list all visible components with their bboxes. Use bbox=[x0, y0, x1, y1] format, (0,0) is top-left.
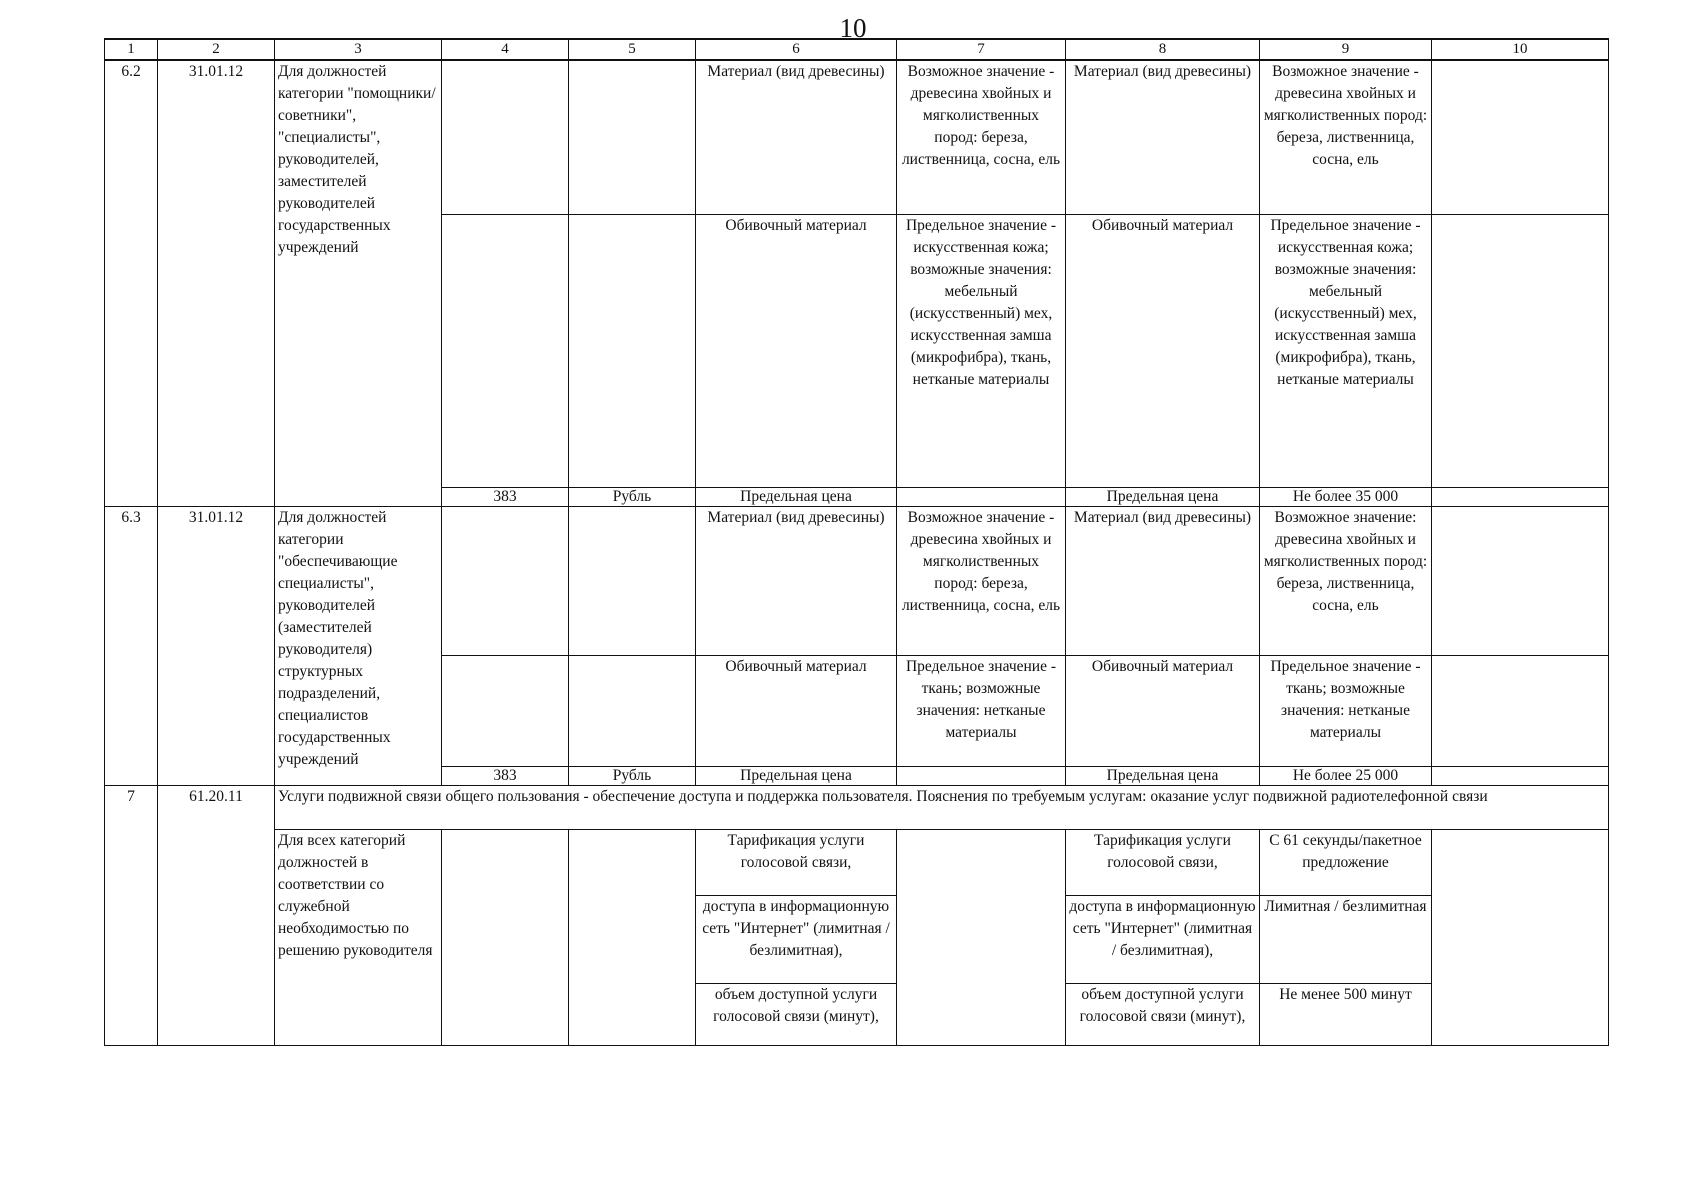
empty-cell bbox=[569, 60, 696, 214]
header-cell: 2 bbox=[158, 39, 275, 60]
empty-cell bbox=[897, 766, 1066, 785]
empty-cell bbox=[897, 487, 1066, 506]
characteristic-name: Материал (вид древесины) bbox=[1066, 506, 1260, 655]
characteristic-name: Материал (вид древесины) bbox=[696, 506, 897, 655]
empty-cell bbox=[442, 60, 569, 214]
row-number: 6.2 bbox=[105, 60, 158, 506]
characteristic-name: Материал (вид древесины) bbox=[1066, 60, 1260, 214]
characteristic-value: Возможное значение - древесина хвойных и мягколиственных пород: береза, лиственница, сосна, ель bbox=[897, 60, 1066, 214]
header-cell: 8 bbox=[1066, 39, 1260, 60]
header-cell: 6 bbox=[696, 39, 897, 60]
empty-cell bbox=[442, 506, 569, 655]
position-category: Для всех категорий должностей в соответствии со служебной необходимостью по решению руководителя bbox=[275, 829, 442, 1045]
header-cell: 3 bbox=[275, 39, 442, 60]
empty-cell bbox=[1432, 655, 1609, 766]
header-cell: 10 bbox=[1432, 39, 1609, 60]
characteristic-value: Не более 35 000 bbox=[1260, 487, 1432, 506]
characteristic-name: Предельная цена bbox=[696, 766, 897, 785]
characteristic-name: Обивочный материал bbox=[696, 655, 897, 766]
okpd-code: 31.01.12 bbox=[158, 60, 275, 506]
empty-cell bbox=[1432, 829, 1609, 1045]
characteristic-value: Предельное значение - искусственная кожа; возможные значения: мебельный (искусственный) мех, искусственная замша (микрофибра), ткань, нетканые материалы bbox=[897, 214, 1066, 487]
empty-cell bbox=[442, 829, 569, 1045]
characteristic-name: Обивочный материал bbox=[1066, 214, 1260, 487]
empty-cell bbox=[1432, 766, 1609, 785]
characteristic-value: Не менее 500 минут bbox=[1260, 983, 1432, 1045]
header-cell: 1 bbox=[105, 39, 158, 60]
position-category: Для должностей категории "помощники/советники", "специалисты", руководителей, заместителей руководителей государственных учреждений bbox=[275, 60, 442, 506]
table-row bbox=[105, 785, 1609, 829]
empty-cell bbox=[569, 655, 696, 766]
characteristic-name: доступа в информационную сеть "Интернет" (лимитная / безлимитная), bbox=[1066, 895, 1260, 983]
characteristic-name: доступа в информационную сеть "Интернет" (лимитная / безлимитная), bbox=[696, 895, 897, 983]
characteristic-name: Тарификация услуги голосовой связи, bbox=[696, 829, 897, 895]
table-row bbox=[105, 60, 1609, 214]
empty-cell bbox=[1432, 487, 1609, 506]
characteristic-value: Лимитная / безлимитная bbox=[1260, 895, 1432, 983]
header-row bbox=[105, 39, 1609, 60]
empty-cell bbox=[442, 214, 569, 487]
characteristic-value: Возможное значение: древесина хвойных и мягколиственных пород: береза, лиственница, сосна, ель bbox=[1260, 506, 1432, 655]
page-number: 10 bbox=[839, 13, 867, 43]
empty-cell bbox=[1432, 506, 1609, 655]
empty-cell bbox=[1432, 214, 1609, 487]
unit-code: 383 bbox=[442, 766, 569, 785]
requirements-table bbox=[104, 38, 1609, 1046]
unit-name: Рубль bbox=[569, 487, 696, 506]
unit-name: Рубль bbox=[569, 766, 696, 785]
characteristic-value: Предельное значение - ткань; возможные значения: нетканые материалы bbox=[1260, 655, 1432, 766]
position-category: Для должностей категории "обеспечивающие специалисты", руководителей (заместителей руководителя) структурных подразделений, специалистов государственных учреждений bbox=[275, 506, 442, 785]
characteristic-name: объем доступной услуги голосовой связи (минут), bbox=[696, 983, 897, 1045]
table-row bbox=[105, 829, 1609, 895]
characteristic-name: Материал (вид древесины) bbox=[696, 60, 897, 214]
empty-cell bbox=[569, 829, 696, 1045]
characteristic-value: Возможное значение - древесина хвойных и мягколиственных пород: береза, лиственница, сосна, ель bbox=[897, 506, 1066, 655]
characteristic-name: Предельная цена bbox=[1066, 487, 1260, 506]
characteristic-name: Предельная цена bbox=[696, 487, 897, 506]
okpd-code: 61.20.11 bbox=[158, 785, 275, 1045]
characteristic-name: Обивочный материал bbox=[696, 214, 897, 487]
service-title: Услуги подвижной связи общего пользования - обеспечение доступа и поддержка пользователя. Пояснения по требуемым услугам: оказание услуг подвижной радиотелефонной связи bbox=[275, 785, 1609, 829]
empty-cell bbox=[569, 214, 696, 487]
row-number: 7 bbox=[105, 785, 158, 1045]
characteristic-value: Предельное значение - ткань; возможные значения: нетканые материалы bbox=[897, 655, 1066, 766]
characteristic-name: Предельная цена bbox=[1066, 766, 1260, 785]
characteristic-value: Не более 25 000 bbox=[1260, 766, 1432, 785]
characteristic-value: Возможное значение - древесина хвойных и мягколиственных пород: береза, лиственница, сосна, ель bbox=[1260, 60, 1432, 214]
unit-code: 383 bbox=[442, 487, 569, 506]
characteristic-name: Тарификация услуги голосовой связи, bbox=[1066, 829, 1260, 895]
header-cell: 9 bbox=[1260, 39, 1432, 60]
characteristic-value: С 61 секунды/пакетное предложение bbox=[1260, 829, 1432, 895]
characteristic-name: объем доступной услуги голосовой связи (минут), bbox=[1066, 983, 1260, 1045]
header-cell: 4 bbox=[442, 39, 569, 60]
row-number: 6.3 bbox=[105, 506, 158, 785]
empty-cell bbox=[442, 655, 569, 766]
characteristic-name: Обивочный материал bbox=[1066, 655, 1260, 766]
header-cell: 7 bbox=[897, 39, 1066, 60]
empty-cell bbox=[897, 829, 1066, 1045]
header-cell: 5 bbox=[569, 39, 696, 60]
table-row bbox=[105, 506, 1609, 655]
okpd-code: 31.01.12 bbox=[158, 506, 275, 785]
empty-cell bbox=[1432, 60, 1609, 214]
empty-cell bbox=[569, 506, 696, 655]
characteristic-value: Предельное значение - искусственная кожа; возможные значения: мебельный (искусственный) мех, искусственная замша (микрофибра), ткань, нетканые материалы bbox=[1260, 214, 1432, 487]
